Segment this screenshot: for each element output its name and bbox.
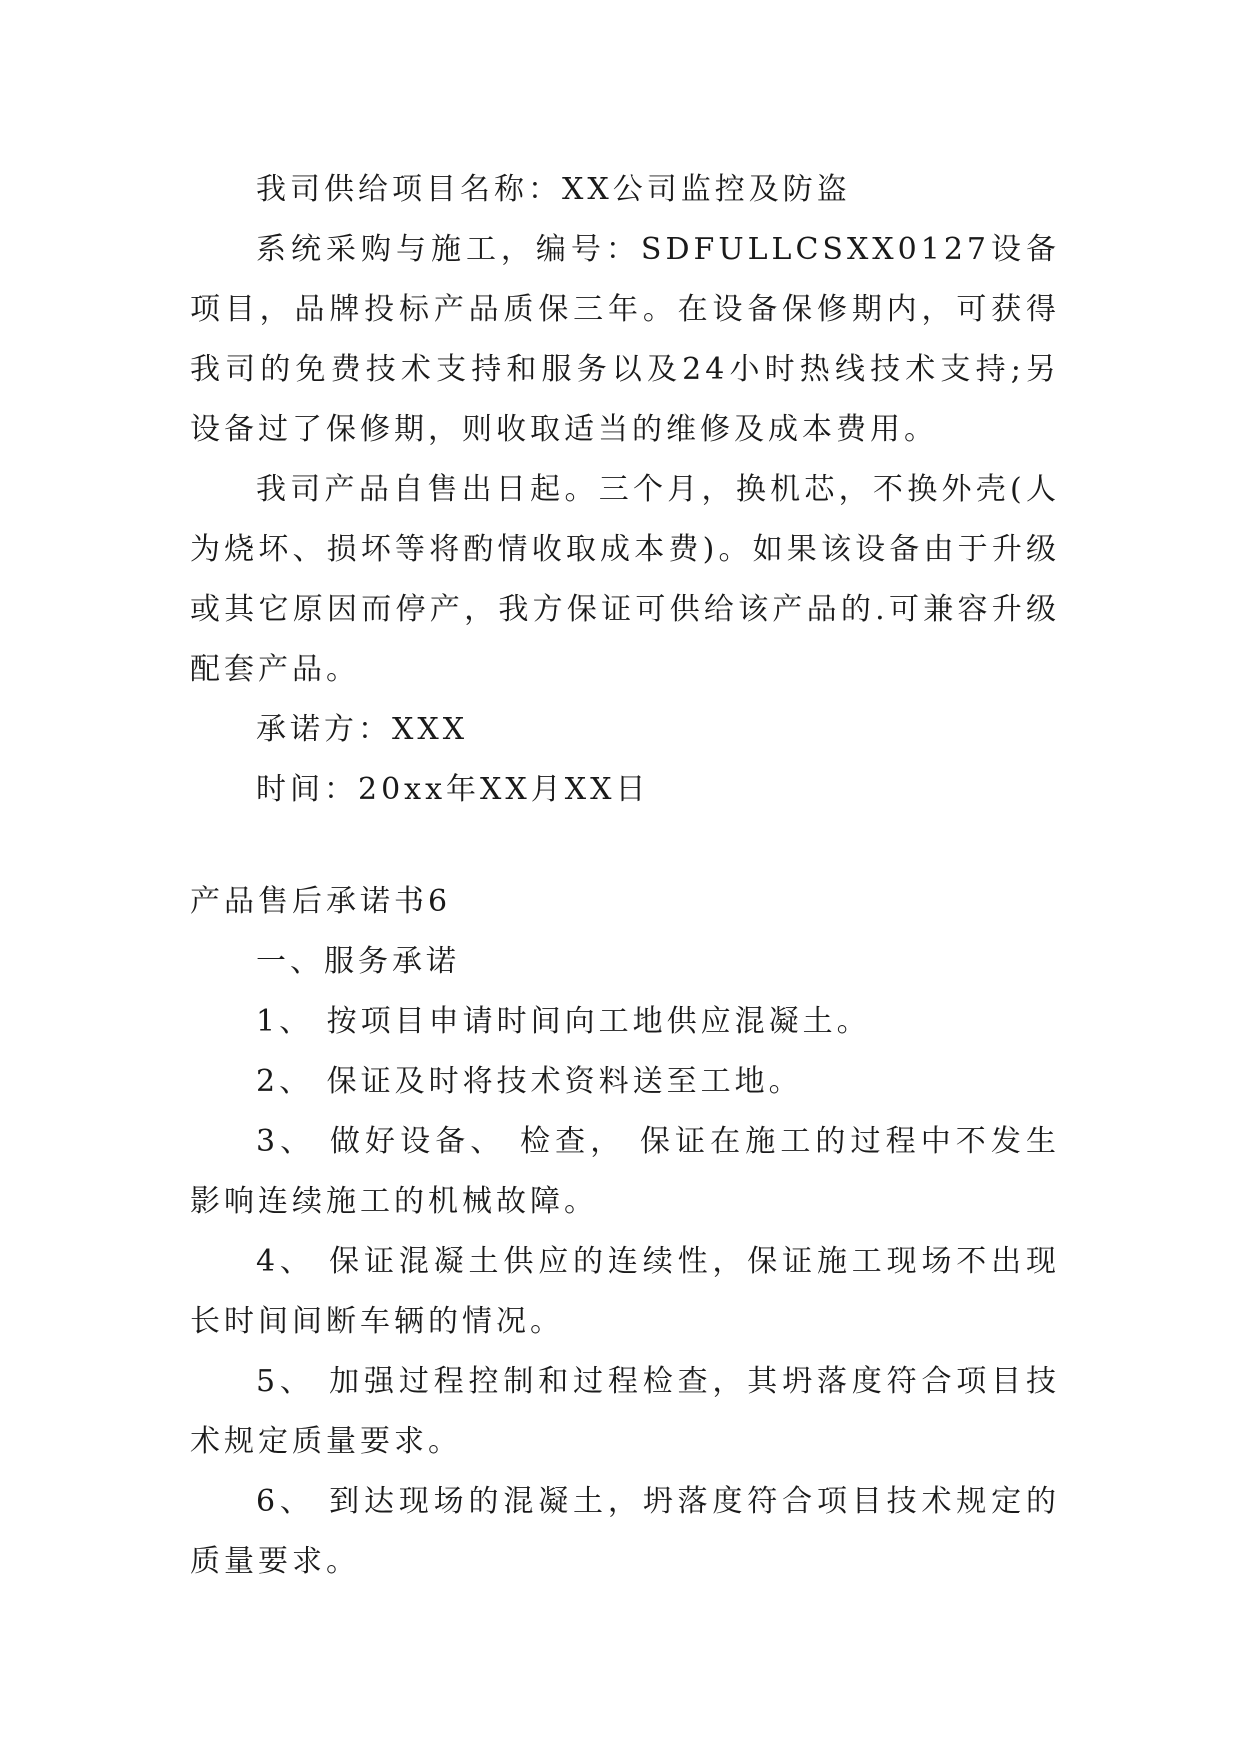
list-item-1: 1、 按项目申请时间向工地供应混凝土。 (256, 1004, 871, 1039)
section-title: 产品售后承诺书6 (190, 884, 452, 919)
list-item-3: 3、 做好设备、 检查， 保证在施工的过程中不发生影响连续施工的机械故障。 (190, 1124, 1060, 1219)
paragraph-promisor: 承诺方：XXX (256, 712, 469, 747)
document-body (190, 160, 1060, 1592)
section-heading-service: 一、服务承诺 (256, 944, 460, 979)
list-item-6: 6、 到达现场的混凝土，坍落度符合项目技术规定的质量要求。 (190, 1484, 1060, 1579)
list-item-5: 5、 加强过程控制和过程检查，其坍落度符合项目技术规定质量要求。 (190, 1364, 1060, 1459)
list-item-2: 2、 保证及时将技术资料送至工地。 (256, 1064, 803, 1099)
paragraph-date: 时间：20xx年XX月XX日 (256, 772, 650, 807)
paragraph-warranty: 系统采购与施工，编号：SDFULLCSXX0127设备项目，品牌投标产品质保三年。在设备保修期内，可获得我司的免费技术支持和服务以及24小时热线技术支持;另设备过了保修期，则收取适当的维修及成本费用。 (190, 232, 1060, 447)
paragraph-project-name: 我司供给项目名称：XX公司监控及防盗 (256, 172, 851, 207)
paragraph-replacement-policy: 我司产品自售出日起。三个月，换机芯，不换外壳(人为烧坏、损坏等将酌情收取成本费)。如果该设备由于升级或其它原因而停产，我方保证可供给该产品的.可兼容升级配套产品。 (190, 472, 1060, 687)
list-item-4: 4、 保证混凝土供应的连续性，保证施工现场不出现长时间间断车辆的情况。 (190, 1244, 1060, 1339)
